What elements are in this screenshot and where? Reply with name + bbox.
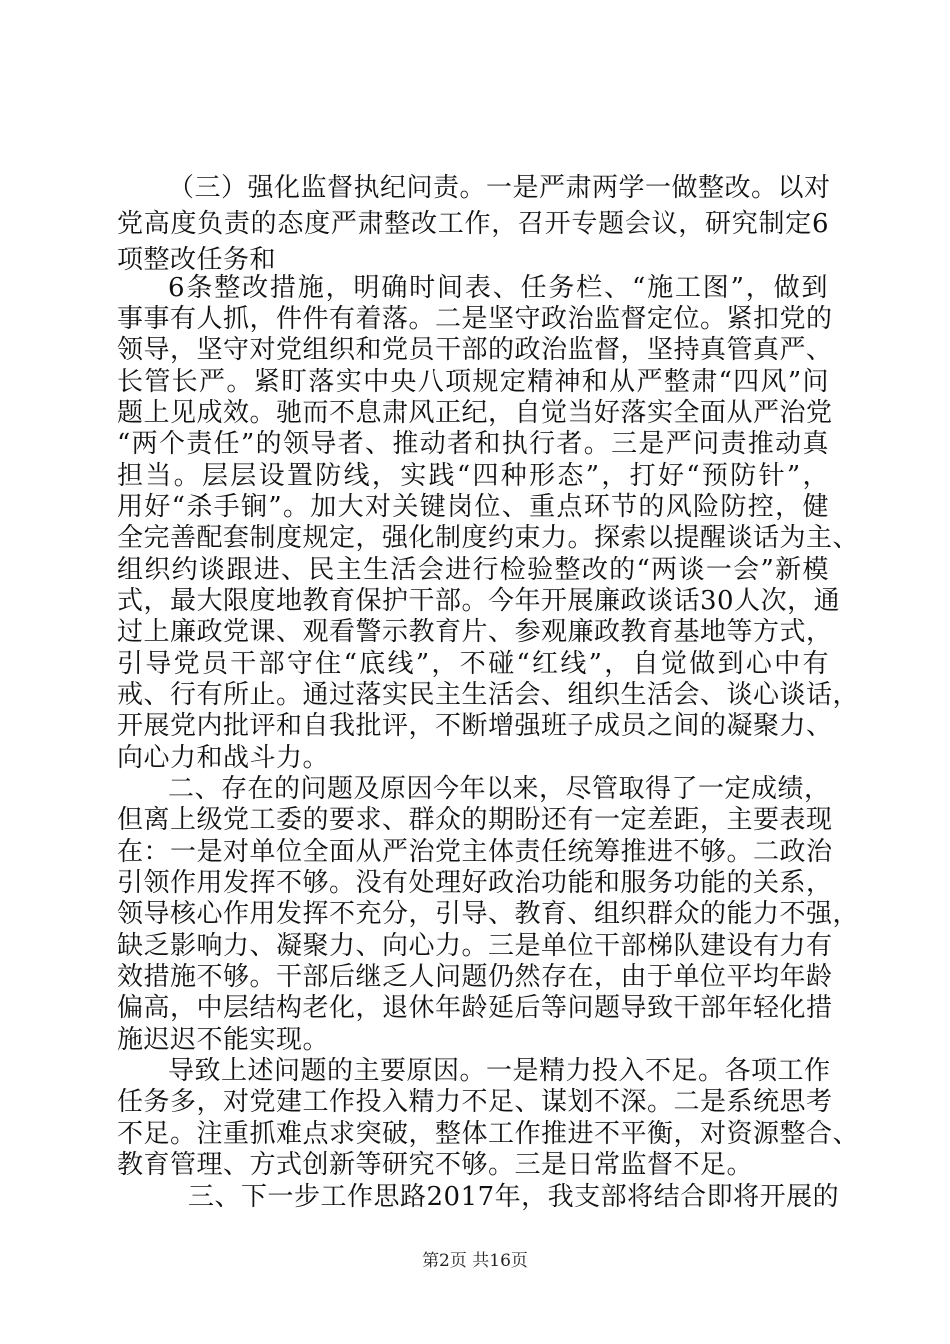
text-line: 组织约谈跟进、民主生活会进行检验整改的“两谈一会”新模 [117, 555, 829, 585]
text-line: 担当。层层设置防线，实践“四种形态”，打好“预防针”， [117, 461, 829, 491]
text-line: 党高度负责的态度严肃整改工作，召开专题会议，研究制定6 [117, 209, 829, 239]
text-line: 领导，坚守对党组织和党员干部的政治监督，坚持真管真严、 [117, 335, 833, 365]
text-line: 但离上级党工委的要求、群众的期盼还有一定差距，主要表现 [117, 805, 833, 835]
text-line: 开展党内批评和自我批评，不断增强班子成员之间的凝聚力、 [117, 711, 833, 741]
text-line: 项整改任务和 [117, 245, 277, 275]
text-line: 过上廉政党课、观看警示教育片、参观廉政教育基地等方式， [117, 617, 833, 647]
text-line: 题上见成效。驰而不息肃风正纪，自觉当好落实全面从严治党 [117, 398, 833, 428]
page-number: 第2页 共16页 [422, 1251, 528, 1271]
text-line: 二、存在的问题及原因今年以来，尽管取得了一定成绩， [168, 774, 831, 804]
text-line: 6条整改措施，明确时间表、任务栏、“施工图”，做到 [168, 273, 828, 303]
text-line: 引导党员干部守住“底线”，不碰“红线”，自觉做到心中有 [117, 649, 829, 679]
text-line: 引领作用发挥不够。没有处理好政治功能和服务功能的关系， [117, 868, 833, 898]
text-line: 事事有人抓，件件有着落。二是坚守政治监督定位。紧扣党的 [117, 304, 833, 334]
text-line: 不足。注重抓难点求突破，整体工作推进不平衡，对资源整合、 [117, 1119, 860, 1149]
text-line: 效措施不够。干部后继乏人问题仍然存在，由于单位平均年龄 [117, 962, 833, 992]
text-line: 施迟迟不能实现。 [117, 1025, 330, 1055]
text-line: “两个责任”的领导者、推动者和执行者。三是严问责推动真 [117, 429, 829, 459]
text-line: 长管长严。紧盯落实中央八项规定精神和从严整肃“四风”问 [117, 367, 829, 397]
text-line: 式，最大限度地教育保护干部。今年开展廉政谈话30人次，通 [117, 586, 841, 616]
text-line: 在：一是对单位全面从严治党主体责任统筹推进不够。二政治 [117, 837, 833, 867]
text-line: 向心力和战斗力。 [117, 743, 330, 773]
text-line: 戒、行有所止。通过落实民主生活会、组织生活会、谈心谈话， [117, 680, 860, 710]
text-line: 导致上述问题的主要原因。一是精力投入不足。各项工作 [168, 1056, 831, 1086]
text-line: 用好“杀手锏”。加大对关键岗位、重点环节的风险防控，健 [117, 492, 829, 522]
text-line: 任务多，对党建工作投入精力不足、谋划不深。二是系统思考 [117, 1087, 833, 1117]
text-line: 教育管理、方式创新等研究不够。三是日常监督不足。 [117, 1150, 754, 1180]
text-line: 偏高，中层结构老化，退休年龄延后等问题导致干部年轻化措 [117, 993, 833, 1023]
text-line: （三）强化监督执纪问责。一是严肃两学一做整改。以对 [168, 173, 831, 203]
text-line: 领导核心作用发挥不充分，引导、教育、组织群众的能力不强， [117, 899, 860, 929]
text-line: 全完善配套制度规定，强化制度约束力。探索以提醒谈话为主、 [117, 523, 860, 553]
text-line: 缺乏影响力、凝聚力、向心力。三是单位干部梯队建设有力有 [117, 931, 833, 961]
text-line: 三、下一步工作思路2017年，我支部将结合即将开展的 [188, 1182, 840, 1212]
